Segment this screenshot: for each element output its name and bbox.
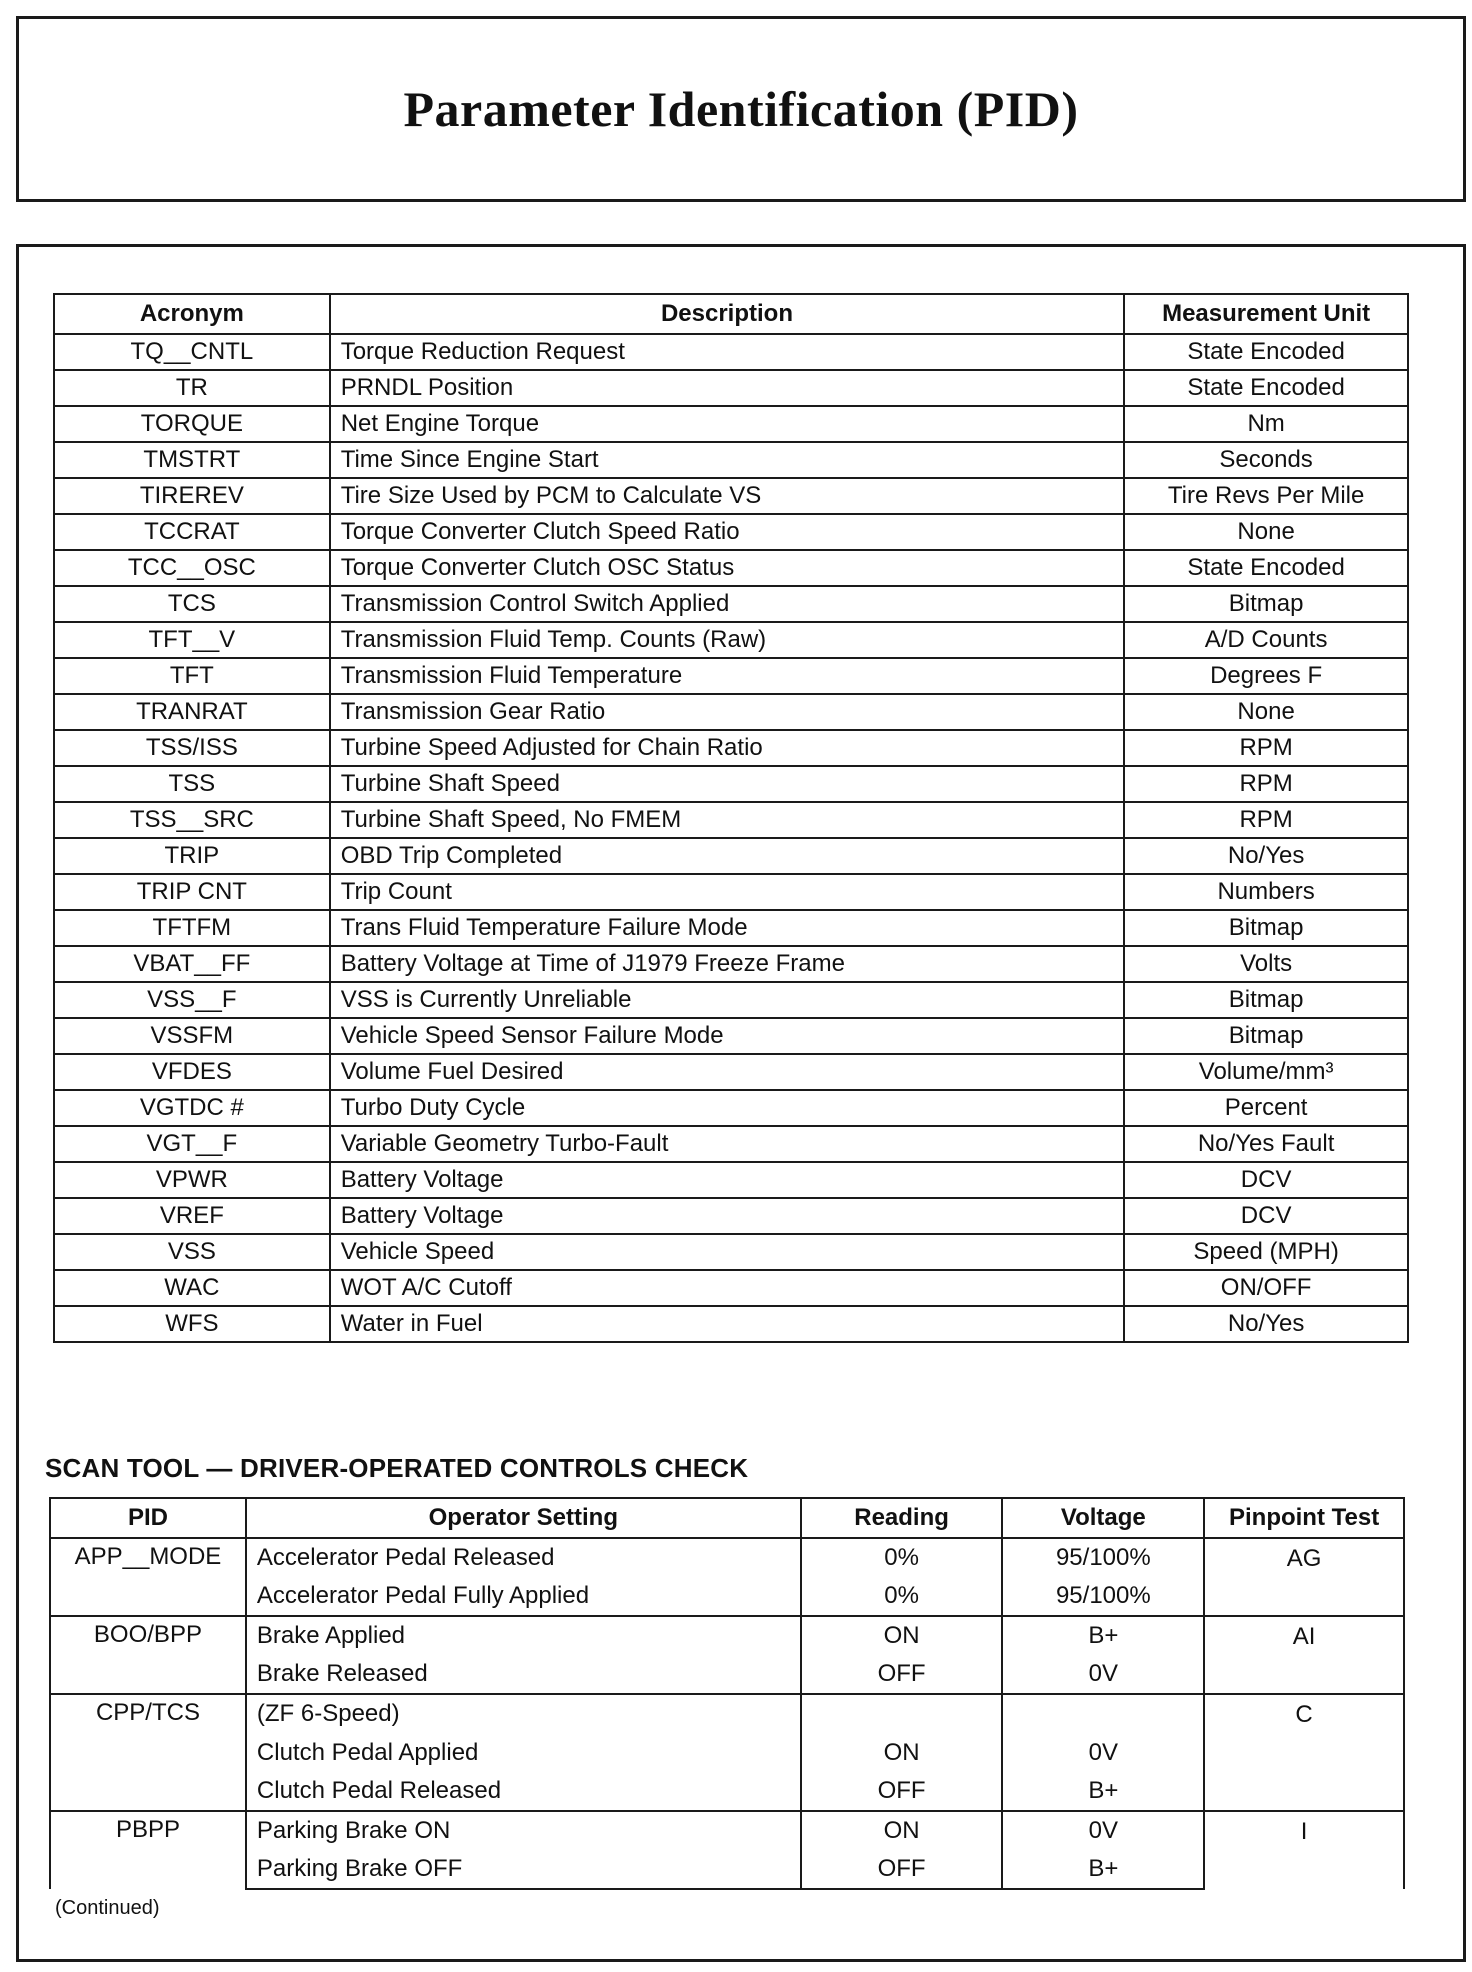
table-row: [54, 1234, 1408, 1270]
reading-cell: OFF: [801, 1655, 1003, 1694]
unit-cell: Speed (MPH): [1124, 1234, 1408, 1270]
description-cell: Turbo Duty Cycle: [330, 1090, 1125, 1126]
unit-cell: Bitmap: [1124, 1018, 1408, 1054]
table-row: [50, 1811, 1404, 1850]
table-row: [54, 1306, 1408, 1342]
acronym-cell: TMSTRT: [54, 442, 330, 478]
header-pid: PID: [50, 1498, 246, 1538]
description-cell: VSS is Currently Unreliable: [330, 982, 1125, 1018]
table-row: [54, 982, 1408, 1018]
acronym-cell: VFDES: [54, 1054, 330, 1090]
acronym-cell: TIREREV: [54, 478, 330, 514]
pid-cell: PBPP: [50, 1811, 246, 1889]
description-cell: Battery Voltage: [330, 1162, 1125, 1198]
description-cell: Battery Voltage: [330, 1198, 1125, 1234]
unit-cell: RPM: [1124, 766, 1408, 802]
table-row: [54, 1018, 1408, 1054]
pinpoint-test-cell: AI: [1204, 1616, 1404, 1694]
scan-table-header-row: [50, 1498, 1404, 1538]
scan-tool-table: [49, 1497, 1405, 1890]
unit-cell: State Encoded: [1124, 550, 1408, 586]
voltage-cell: 95/100%: [1002, 1538, 1204, 1577]
acronym-cell: TSS/ISS: [54, 730, 330, 766]
unit-cell: Bitmap: [1124, 586, 1408, 622]
table-row: [50, 1577, 1404, 1616]
voltage-cell: [1002, 1694, 1204, 1733]
unit-cell: Seconds: [1124, 442, 1408, 478]
acronym-cell: VREF: [54, 1198, 330, 1234]
voltage-cell: 95/100%: [1002, 1577, 1204, 1616]
acronym-cell: TCS: [54, 586, 330, 622]
table-row: [50, 1694, 1404, 1733]
table-row: [54, 514, 1408, 550]
table-row: [54, 370, 1408, 406]
reading-cell: OFF: [801, 1772, 1003, 1811]
description-cell: Net Engine Torque: [330, 406, 1125, 442]
voltage-cell: 0V: [1002, 1655, 1204, 1694]
unit-cell: Percent: [1124, 1090, 1408, 1126]
header-voltage: Voltage: [1002, 1498, 1204, 1538]
description-cell: PRNDL Position: [330, 370, 1125, 406]
table-row: [54, 946, 1408, 982]
unit-cell: ON/OFF: [1124, 1270, 1408, 1306]
acronym-cell: TFT__V: [54, 622, 330, 658]
table-row: [50, 1538, 1404, 1577]
table-row: [54, 1126, 1408, 1162]
voltage-cell: 0V: [1002, 1733, 1204, 1772]
table-row: [54, 910, 1408, 946]
description-cell: Transmission Control Switch Applied: [330, 586, 1125, 622]
header-operator-setting: Operator Setting: [246, 1498, 801, 1538]
table-row: [54, 550, 1408, 586]
reading-cell: ON: [801, 1616, 1003, 1655]
operator-setting-cell: Accelerator Pedal Released: [246, 1538, 801, 1577]
acronym-cell: TRIP: [54, 838, 330, 874]
reading-cell: ON: [801, 1811, 1003, 1850]
unit-cell: Volume/mm³: [1124, 1054, 1408, 1090]
acronym-cell: TFTFM: [54, 910, 330, 946]
header-acronym: Acronym: [54, 294, 330, 334]
header-reading: Reading: [801, 1498, 1003, 1538]
acronym-cell: TCCRAT: [54, 514, 330, 550]
table-row: [54, 730, 1408, 766]
table-row: [54, 766, 1408, 802]
description-cell: Torque Converter Clutch Speed Ratio: [330, 514, 1125, 550]
table-row: [54, 1270, 1408, 1306]
table-row: [54, 1054, 1408, 1090]
table-row: [54, 874, 1408, 910]
table-row: [54, 622, 1408, 658]
description-cell: Tire Size Used by PCM to Calculate VS: [330, 478, 1125, 514]
header-measurement-unit: Measurement Unit: [1124, 294, 1408, 334]
unit-cell: Bitmap: [1124, 910, 1408, 946]
description-cell: Variable Geometry Turbo-Fault: [330, 1126, 1125, 1162]
table-row: [54, 406, 1408, 442]
description-cell: Vehicle Speed Sensor Failure Mode: [330, 1018, 1125, 1054]
acronym-cell: VSS: [54, 1234, 330, 1270]
unit-cell: State Encoded: [1124, 370, 1408, 406]
table-row: [54, 838, 1408, 874]
unit-cell: Numbers: [1124, 874, 1408, 910]
operator-setting-cell: Clutch Pedal Applied: [246, 1733, 801, 1772]
description-cell: Torque Converter Clutch OSC Status: [330, 550, 1125, 586]
operator-setting-cell: Clutch Pedal Released: [246, 1772, 801, 1811]
reading-cell: [801, 1694, 1003, 1733]
acronym-cell: TORQUE: [54, 406, 330, 442]
acronym-cell: TR: [54, 370, 330, 406]
acronym-cell: VPWR: [54, 1162, 330, 1198]
acronym-cell: WFS: [54, 1306, 330, 1342]
description-cell: Volume Fuel Desired: [330, 1054, 1125, 1090]
pinpoint-test-cell: AG: [1204, 1538, 1404, 1616]
pid-cell: CPP/TCS: [50, 1694, 246, 1811]
description-cell: Transmission Fluid Temp. Counts (Raw): [330, 622, 1125, 658]
operator-setting-cell: Parking Brake OFF: [246, 1850, 801, 1889]
description-cell: Water in Fuel: [330, 1306, 1125, 1342]
table-row: [54, 658, 1408, 694]
reading-cell: ON: [801, 1733, 1003, 1772]
table-row: [50, 1772, 1404, 1811]
content-box: [16, 244, 1466, 1962]
unit-cell: RPM: [1124, 802, 1408, 838]
table-row: [54, 586, 1408, 622]
acronym-cell: TSS__SRC: [54, 802, 330, 838]
description-cell: Turbine Shaft Speed: [330, 766, 1125, 802]
unit-cell: Bitmap: [1124, 982, 1408, 1018]
description-cell: Time Since Engine Start: [330, 442, 1125, 478]
pid-cell: APP__MODE: [50, 1538, 246, 1616]
unit-cell: DCV: [1124, 1162, 1408, 1198]
pinpoint-test-cell: C: [1204, 1694, 1404, 1811]
pid-table: [53, 293, 1409, 1343]
table-row: [50, 1616, 1404, 1655]
description-cell: Turbine Shaft Speed, No FMEM: [330, 802, 1125, 838]
pinpoint-test-cell: I: [1204, 1811, 1404, 1889]
operator-setting-cell: (ZF 6-Speed): [246, 1694, 801, 1733]
unit-cell: RPM: [1124, 730, 1408, 766]
pid-table-header-row: [54, 294, 1408, 334]
reading-cell: OFF: [801, 1850, 1003, 1889]
header-pinpoint-test: Pinpoint Test: [1204, 1498, 1404, 1538]
unit-cell: A/D Counts: [1124, 622, 1408, 658]
description-cell: Torque Reduction Request: [330, 334, 1125, 370]
description-cell: Turbine Speed Adjusted for Chain Ratio: [330, 730, 1125, 766]
voltage-cell: 0V: [1002, 1811, 1204, 1850]
page-title: Parameter Identification (PID): [403, 81, 1079, 137]
description-cell: WOT A/C Cutoff: [330, 1270, 1125, 1306]
acronym-cell: VGT__F: [54, 1126, 330, 1162]
acronym-cell: WAC: [54, 1270, 330, 1306]
table-row: [54, 334, 1408, 370]
acronym-cell: TCC__OSC: [54, 550, 330, 586]
unit-cell: DCV: [1124, 1198, 1408, 1234]
table-row: [54, 802, 1408, 838]
table-row: [50, 1655, 1404, 1694]
acronym-cell: TQ__CNTL: [54, 334, 330, 370]
acronym-cell: VBAT__FF: [54, 946, 330, 982]
description-cell: Transmission Fluid Temperature: [330, 658, 1125, 694]
table-row: [54, 442, 1408, 478]
acronym-cell: TRANRAT: [54, 694, 330, 730]
continued-note: (Continued): [55, 1897, 160, 1919]
description-cell: Battery Voltage at Time of J1979 Freeze Frame: [330, 946, 1125, 982]
unit-cell: Degrees F: [1124, 658, 1408, 694]
description-cell: Vehicle Speed: [330, 1234, 1125, 1270]
voltage-cell: B+: [1002, 1616, 1204, 1655]
table-row: [54, 694, 1408, 730]
description-cell: Trip Count: [330, 874, 1125, 910]
operator-setting-cell: Accelerator Pedal Fully Applied: [246, 1577, 801, 1616]
unit-cell: No/Yes: [1124, 1306, 1408, 1342]
acronym-cell: TSS: [54, 766, 330, 802]
table-row: [54, 1090, 1408, 1126]
description-cell: Trans Fluid Temperature Failure Mode: [330, 910, 1125, 946]
description-cell: Transmission Gear Ratio: [330, 694, 1125, 730]
unit-cell: None: [1124, 694, 1408, 730]
operator-setting-cell: Brake Applied: [246, 1616, 801, 1655]
unit-cell: State Encoded: [1124, 334, 1408, 370]
reading-cell: 0%: [801, 1538, 1003, 1577]
description-cell: OBD Trip Completed: [330, 838, 1125, 874]
acronym-cell: VSSFM: [54, 1018, 330, 1054]
table-row: [54, 1198, 1408, 1234]
table-row: [54, 478, 1408, 514]
unit-cell: Volts: [1124, 946, 1408, 982]
header-description: Description: [330, 294, 1125, 334]
operator-setting-cell: Brake Released: [246, 1655, 801, 1694]
unit-cell: Nm: [1124, 406, 1408, 442]
table-row: [50, 1850, 1404, 1889]
voltage-cell: B+: [1002, 1772, 1204, 1811]
operator-setting-cell: Parking Brake ON: [246, 1811, 801, 1850]
table-row: [54, 1162, 1408, 1198]
scan-tool-heading: SCAN TOOL — DRIVER-OPERATED CONTROLS CHECK: [45, 1453, 749, 1483]
unit-cell: None: [1124, 514, 1408, 550]
reading-cell: 0%: [801, 1577, 1003, 1616]
unit-cell: No/Yes: [1124, 838, 1408, 874]
pid-cell: BOO/BPP: [50, 1616, 246, 1694]
acronym-cell: VGTDC #: [54, 1090, 330, 1126]
acronym-cell: VSS__F: [54, 982, 330, 1018]
table-row: [50, 1733, 1404, 1772]
unit-cell: Tire Revs Per Mile: [1124, 478, 1408, 514]
title-box: [16, 16, 1466, 202]
voltage-cell: B+: [1002, 1850, 1204, 1889]
acronym-cell: TFT: [54, 658, 330, 694]
unit-cell: No/Yes Fault: [1124, 1126, 1408, 1162]
acronym-cell: TRIP CNT: [54, 874, 330, 910]
